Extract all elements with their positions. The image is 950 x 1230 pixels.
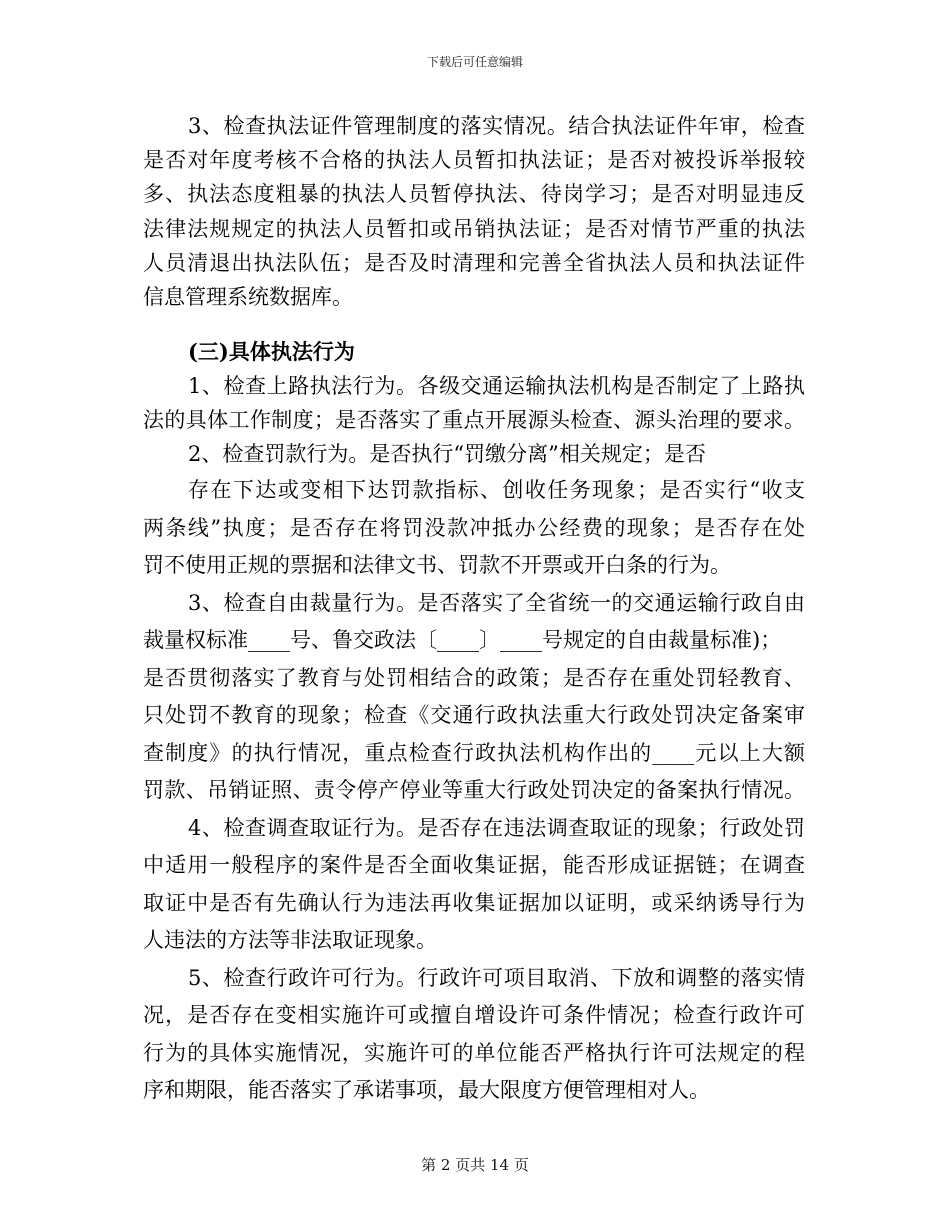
paragraph-fines-intro xyxy=(143,437,805,472)
paragraph-licensing xyxy=(143,960,805,1110)
text-line: 是否对年度考核不合格的执法人员暂扣执法证；是否对被投诉举报较 xyxy=(143,148,805,173)
text-line: 中适用一般程序的案件是否全面收集证据，能否形成证据链；在调查 xyxy=(143,853,805,878)
section-heading: (三)具体执法行为 xyxy=(188,339,355,365)
text-line: 裁量权标准____号、鲁交政法〔____〕____号规定的自由裁量标准)； xyxy=(143,628,782,653)
text-line: 罚款、吊销证照、责令停产停业等重大行政处罚决定的备案执行情况。 xyxy=(143,778,805,803)
text-line: 人员清退出执法队伍；是否及时清理和完善全省执法人员和执法证件 xyxy=(143,250,805,275)
text-line: 1、检查上路执法行为。各级交通运输执法机构是否制定了上路执 xyxy=(188,374,805,399)
paragraph-fines xyxy=(143,472,805,585)
text-line: 存在下达或变相下达罚款指标、创收任务现象；是否实行“收支 xyxy=(188,478,805,503)
text-line: 序和期限，能否落实了承诺事项，最大限度方便管理相对人。 xyxy=(143,1078,710,1103)
document-body xyxy=(143,109,805,1110)
text-line: 两条线”执度；是否存在将罚没款冲抵办公经费的现象；是否存在处 xyxy=(143,515,805,540)
paragraph-road-enforcement xyxy=(143,369,805,437)
paragraph-discretion xyxy=(143,585,805,810)
text-line: 查制度》的执行情况，重点检查行政执法机构作出的____元以上大额 xyxy=(143,740,805,765)
page-header-note: 下载后可任意编辑 xyxy=(426,55,523,69)
text-line: 取证中是否有先确认行为违法再收集证据加以证明，或采纳诱导行为 xyxy=(143,890,805,915)
text-line: 是否贯彻落实了教育与处罚相结合的政策；是否存在重处罚轻教育、 xyxy=(143,665,805,690)
text-line: 4、检查调查取证行为。是否存在违法调查取证的现象；行政处罚 xyxy=(188,815,805,840)
text-line: 3、检查自由裁量行为。是否落实了全省统一的交通运输行政自由 xyxy=(188,590,805,615)
text-line: 信息管理系统数据库。 xyxy=(143,284,353,309)
text-line: 况，是否存在变相实施许可或擅自增设许可条件情况；检查行政许可 xyxy=(143,1003,805,1028)
text-line: 罚不使用正规的票据和法律文书、罚款不开票或开白条的行为。 xyxy=(143,553,731,578)
text-line: 只处罚不教育的现象；检查《交通行政执法重大行政处罚决定备案审 xyxy=(143,703,805,728)
text-line: 2、检查罚款行为。是否执行“罚缴分离”相关规定；是否 xyxy=(188,442,706,467)
text-line: 法律法规规定的执法人员暂扣或吊销执法证；是否对情节严重的执法 xyxy=(143,216,805,241)
text-line: 行为的具体实施情况，实施许可的单位能否严格执行许可法规定的程 xyxy=(143,1040,805,1065)
text-line: 3、检查执法证件管理制度的落实情况。结合执法证件年审，检查 xyxy=(188,114,805,138)
paragraph-evidence xyxy=(143,810,805,960)
text-line: 人违法的方法等非法取证现象。 xyxy=(143,928,437,953)
paragraph-certificate-management xyxy=(143,109,805,314)
text-line: 法的具体工作制度；是否落实了重点开展源头检查、源头治理的要求。 xyxy=(143,408,805,433)
text-line: 5、检查行政许可行为。行政许可项目取消、下放和调整的落实情 xyxy=(188,965,805,990)
page-number: 第 2 页共 14 页 xyxy=(421,1156,529,1174)
text-line: 多、执法态度粗暴的执法人员暂停执法、待岗学习；是否对明显违反 xyxy=(143,182,805,207)
